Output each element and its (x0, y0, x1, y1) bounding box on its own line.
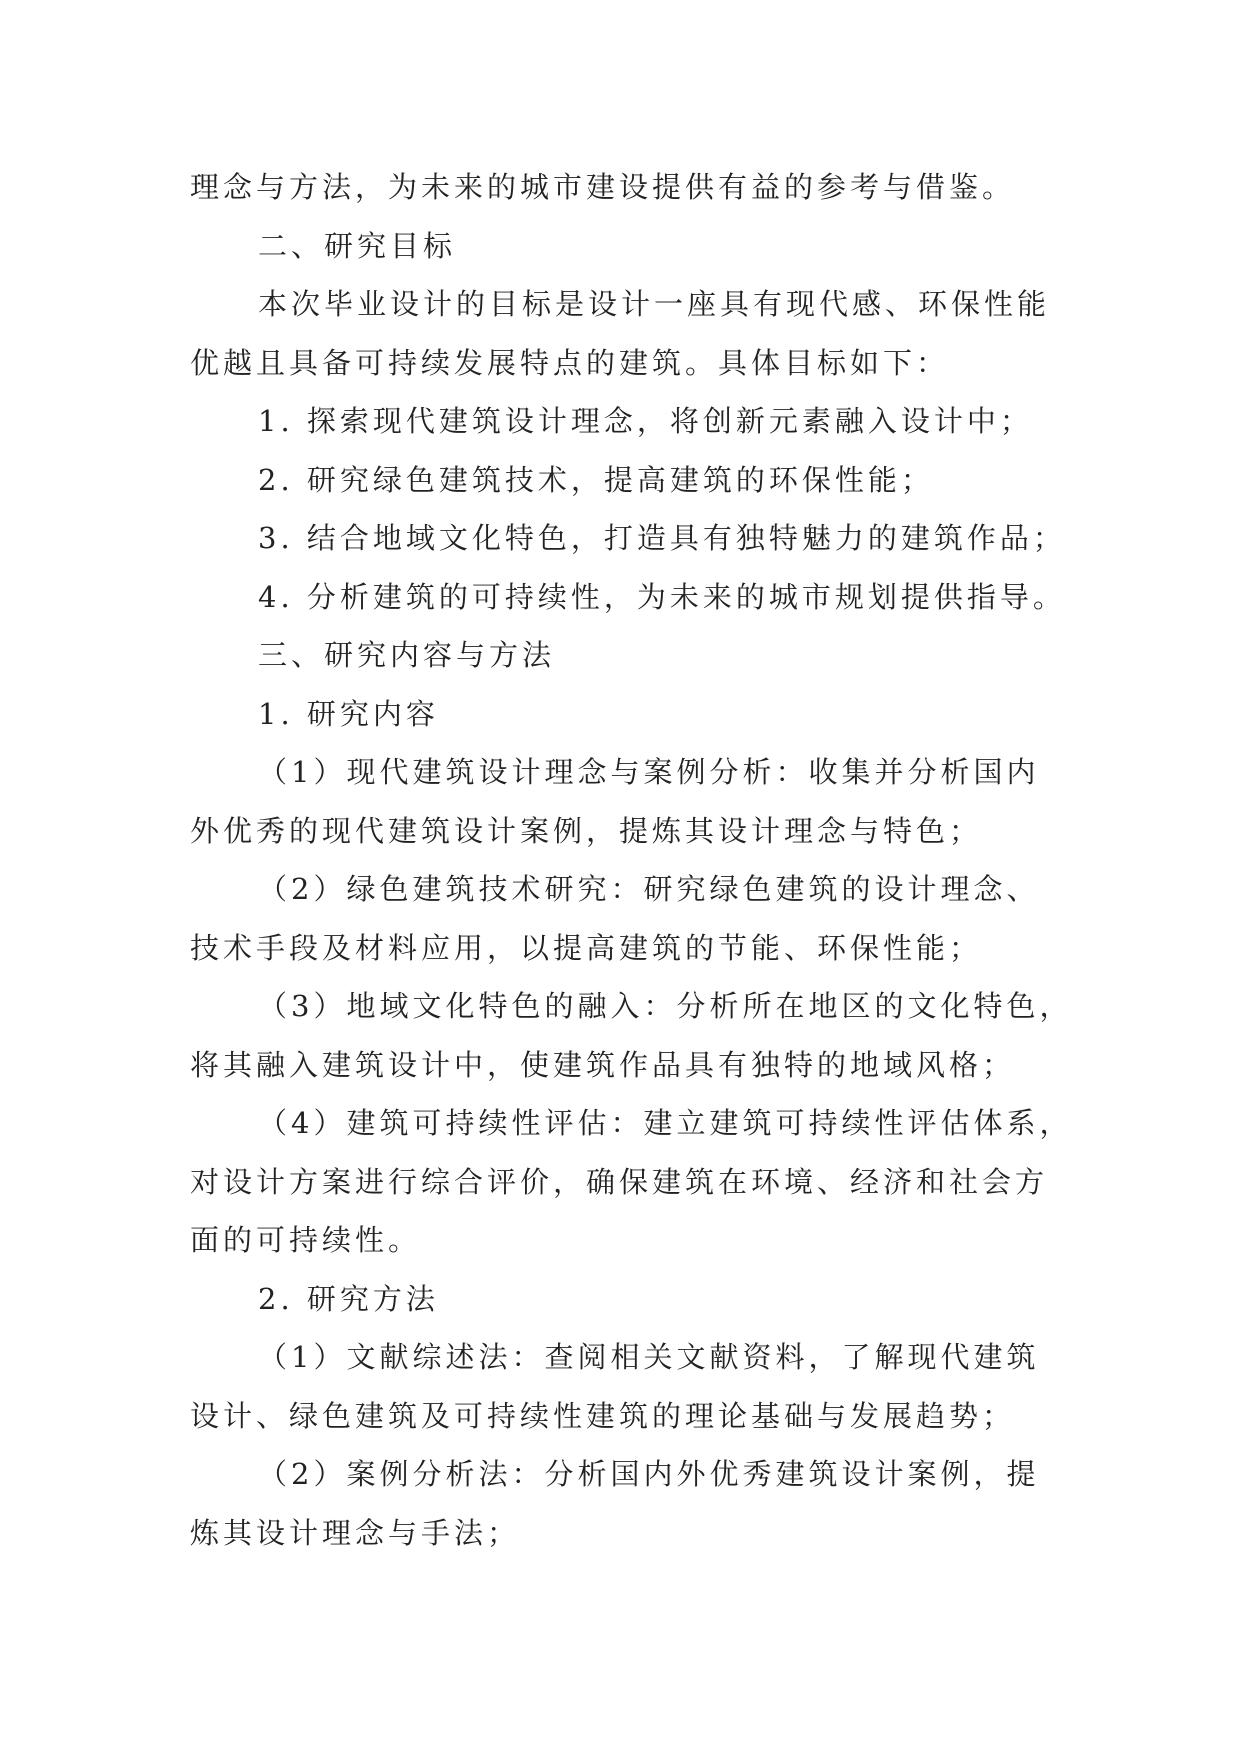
text-line: 1. 研究内容 (258, 696, 439, 731)
text-line: 本次毕业设计的目标是设计一座具有现代感、环保性能 (258, 287, 1051, 321)
text-line: （3）地域文化特色的融入：分析所在地区的文化特色， (258, 989, 1073, 1023)
document-body (190, 158, 1090, 1562)
text-line: 对设计方案进行综合评价，确保建筑在环境、经济和社会方 (190, 1164, 1049, 1199)
text-line: 三、研究内容与方法 (258, 638, 556, 672)
text-line: 1. 探索现代建筑设计理念，将创新元素融入设计中； (258, 404, 1033, 438)
text-line: 外优秀的现代建筑设计案例，提炼其设计理念与特色； (190, 813, 983, 848)
text-line: （2）绿色建筑技术研究：研究绿色建筑的设计理念、 (258, 872, 1040, 906)
text-line: 优越且具备可持续发展特点的建筑。具体目标如下： (190, 345, 950, 380)
text-line: 2. 研究绿色建筑技术，提高建筑的环保性能； (258, 462, 934, 497)
text-line: 将其融入建筑设计中，使建筑作品具有独特的地域风格； (190, 1047, 1016, 1082)
text-line: （4）建筑可持续性评估：建立建筑可持续性评估体系， (258, 1106, 1073, 1140)
text-line: 技术手段及材料应用，以提高建筑的节能、环保性能； (190, 930, 983, 965)
text-line: （1）现代建筑设计理念与案例分析：收集并分析国内 (258, 755, 1040, 789)
text-line: 面的可持续性。 (190, 1223, 422, 1257)
text-line: 理念与方法，为未来的城市建设提供有益的参考与借鉴。 (190, 170, 1016, 204)
text-line: 设计、绿色建筑及可持续性建筑的理论基础与发展趋势； (190, 1398, 1016, 1433)
text-line: 二、研究目标 (258, 228, 457, 263)
text-line: （1）文献综述法：查阅相关文献资料，了解现代建筑 (258, 1340, 1040, 1374)
text-line: 3. 结合地域文化特色，打造具有独特魅力的建筑作品； (258, 521, 1066, 555)
text-line: （2）案例分析法：分析国内外优秀建筑设计案例，提 (258, 1457, 1040, 1491)
text-line: 2. 研究方法 (258, 1281, 439, 1316)
text-line: 炼其设计理念与手法； (190, 1515, 521, 1550)
text-line: 4. 分析建筑的可持续性，为未来的城市规划提供指导。 (258, 579, 1066, 614)
